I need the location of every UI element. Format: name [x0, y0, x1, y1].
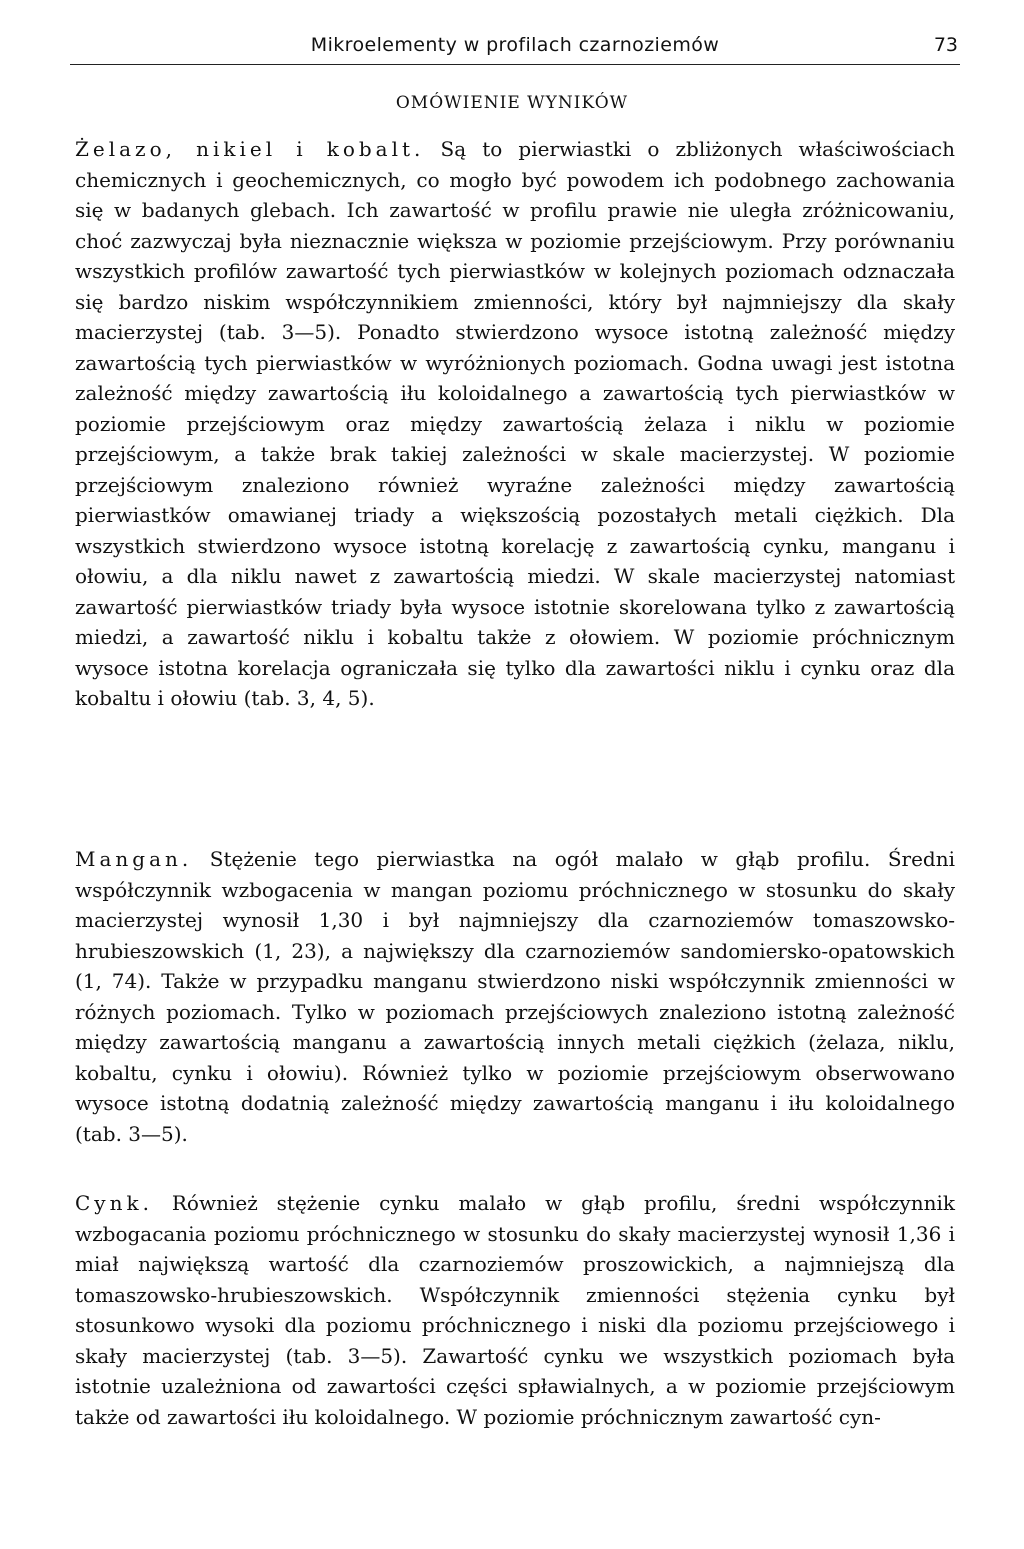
paragraph-lead: Mangan.: [75, 847, 193, 871]
paragraph-lead: Żelazo, nikiel i kobalt.: [75, 137, 425, 161]
page-number: 73: [933, 34, 958, 56]
paragraph-text: Stężenie tego pierwiastka na ogół malało w głąb profilu. Średni współczynnik wzbogacenia w mangan poziomu próchnicznego w stosunku do skały macierzystej wynosił 1,30 i był najmniejszy dla czarnoziemów tomaszowsko-hrubieszowskich (1, 23), a największy dla czarnoziemów sandomiersko-opatowskich (1, 74). Także w przypadku manganu stwierdzono niski współczynnik zmienności w różnych poziomach. Tylko w poziomach przejściowych znaleziono istotną zależność między zawartością manganu a zawartością innych metali ciężkich (żelaza, niklu, kobaltu, cynku i ołowiu). Również tylko w poziomie przejściowym obserwowano wysoce istotną dodatnią zależność między zawartością manganu i iłu koloidalnego (tab. 3—5).: [75, 847, 955, 1146]
paragraph-manganese: [75, 844, 955, 1149]
running-title: Mikroelementy w profilach czarnoziemów: [310, 34, 720, 56]
paragraph-iron-nickel-cobalt: [75, 134, 955, 714]
paragraph-lead: Cynk.: [75, 1191, 153, 1215]
section-heading: OMÓWIENIE WYNIKÓW: [395, 93, 629, 113]
paragraph-zinc: [75, 1188, 955, 1432]
paragraph-text: Również stężenie cynku malało w głąb profilu, średni współczynnik wzbogacania poziomu próchnicznego w stosunku do skały macierzystej wynosił 1,36 i miał największą wartość dla czarnoziemów proszowickich, a najmniejszą dla tomaszowsko-hrubieszowskich. Współczynnik zmienności stężenia cynku był stosunkowo wysoki dla poziomu próchnicznego i niski dla poziomu przejściowego i skały macierzystej (tab. 3—5). Zawartość cynku we wszystkich poziomach była istotnie uzależniona od zawartości części spławialnych, a w poziomie przejściowym także od zawartości iłu koloidalnego. W poziomie próchnicznym zawartość cyn-: [75, 1191, 955, 1429]
page-header: [70, 30, 960, 65]
paragraph-text: Są to pierwiastki o zbliżonych właściwościach chemicznych i geochemicznych, co mogło być powodem ich podobnego zachowania się w badanych glebach. Ich zawartość w profilu prawie nie uległa zróżnicowaniu, choć zazwyczaj była nieznacznie większa w poziomie przejściowym. Przy porównaniu wszystkich profilów zawartość tych pierwiastków w kolejnych poziomach odznaczała się bardzo niskim współczynnikiem zmienności, który był najmniejszy dla skały macierzystej (tab. 3—5). Ponadto stwierdzono wysoce istotną zależność między zawartością tych pierwiastków w wyróżnionych poziomach. Godna uwagi jest istotna zależność między zawartością iłu koloidalnego a zawartością tych pierwiastków w poziomie przejściowym oraz między zawartością żelaza i niklu w poziomie przejściowym, a także brak takiej zależności w skale macierzystej. W poziomie przejściowym znaleziono również wyraźne zależności między zawartością pierwiastków omawianej triady a większością pozostałych metali ciężkich. Dla wszystkich stwierdzono wysoce istotną korelację z zawartością cynku, manganu i ołowiu, a dla niklu nawet z zawartością miedzi. W skale macierzystej natomiast zawartość pierwiastków triady była wysoce istotnie skorelowana tylko z zawartością miedzi, a zawartość niklu i kobaltu także z ołowiem. W poziomie próchnicznym wysoce istotna korelacja ograniczała się tylko dla zawartości niklu i cynku oraz dla kobaltu i ołowiu (tab. 3, 4, 5).: [75, 137, 955, 710]
